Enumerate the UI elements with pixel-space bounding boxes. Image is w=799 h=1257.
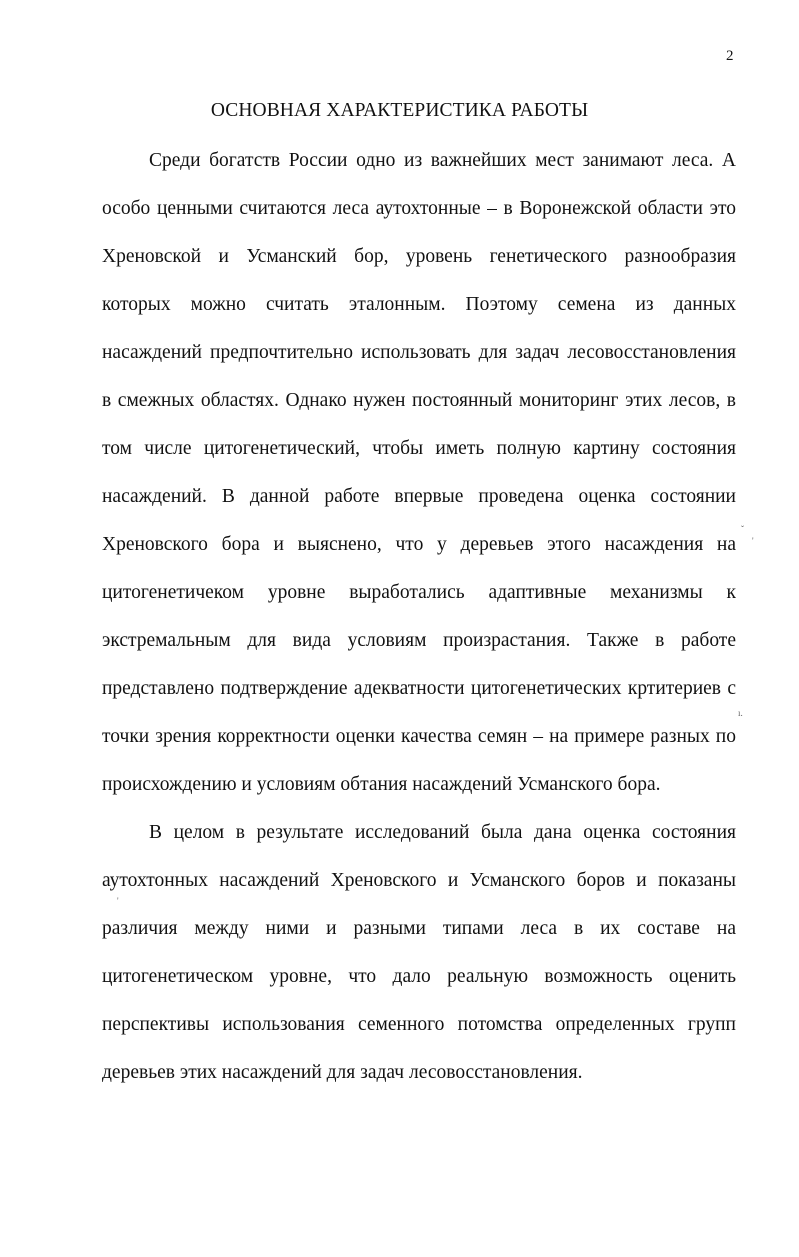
text-line: экстремальным для вида условиям произрастания. Также в работе — [102, 630, 736, 651]
text-line: цитогенетичеком уровне выработались адаптивные механизмы к — [102, 582, 736, 603]
text-line: особо ценными считаются леса аутохтонные – в Воронежской области это — [102, 198, 736, 219]
paragraph-2 — [102, 821, 736, 1109]
text-line: в смежных областях. Однако нужен постоянный мониторинг этих лесов, в — [102, 390, 736, 411]
scan-speck: ı. — [738, 708, 743, 718]
text-line: аутохтонных насаждений Хреновского и Усманского боров и показаны — [102, 870, 736, 891]
scan-speck: ' — [752, 536, 754, 546]
text-line: точки зрения корректности оценки качества семян – на примере разных по — [102, 726, 736, 747]
paragraph-1 — [102, 149, 736, 821]
scan-speck: ' — [117, 896, 119, 906]
text-line: перспективы использования семенного потомства определенных групп — [102, 1014, 736, 1035]
text-line: Хреновской и Усманский бор, уровень генетического разнообразия — [102, 246, 736, 267]
text-line: деревьев этих насаждений для задач лесовосстановления. — [102, 1062, 583, 1083]
text-line: которых можно считать эталонным. Поэтому семена из данных — [102, 294, 736, 315]
page-title: ОСНОВНАЯ ХАРАКТЕРИСТИКА РАБОТЫ — [210, 100, 589, 121]
text-line: Хреновского бора и выяснено, что у деревьев этого насаждения на — [102, 534, 736, 555]
text-line: В целом в результате исследований была дана оценка состояния — [149, 822, 736, 843]
scan-speck: ˇ — [741, 524, 744, 534]
text-line: Среди богатств России одно из важнейших мест занимают леса. А — [149, 150, 736, 171]
text-line: происхождению и условиям обтания насаждений Усманского бора. — [102, 774, 661, 795]
text-line: том числе цитогенетический, чтобы иметь полную картину состояния — [102, 438, 736, 459]
text-line: насаждений предпочтительно использовать для задач лесовосстановления — [102, 342, 736, 363]
text-line: цитогенетическом уровне, что дало реальную возможность оценить — [102, 966, 736, 987]
text-line: различия между ними и разными типами леса в их составе на — [102, 918, 736, 939]
text-line: представлено подтверждение адекватности цитогенетических кртитериев с — [102, 678, 736, 699]
page-number: 2 — [726, 48, 734, 64]
text-line: насаждений. В данной работе впервые проведена оценка состоянии — [102, 486, 736, 507]
